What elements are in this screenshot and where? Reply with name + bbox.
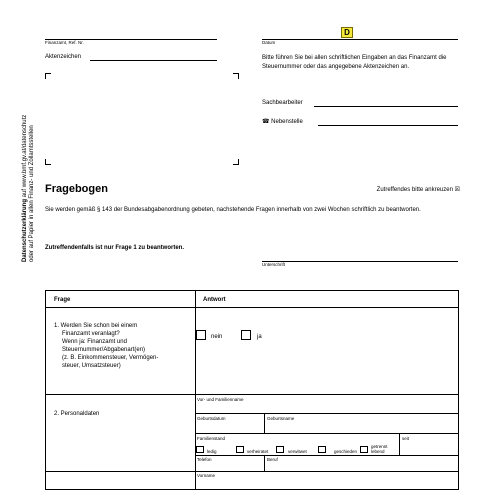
- column-header-answer: Antwort: [203, 297, 226, 303]
- question-2-text: 2. Personaldaten: [54, 411, 100, 417]
- checked-box-icon: ☒: [454, 187, 460, 193]
- status-widowed-checkbox[interactable]: [276, 446, 284, 453]
- language-badge: D: [341, 27, 353, 38]
- intro-text: Sie werden gemäß § 143 der Bundesabgabenordnung gebeten, nachstehende Fragen innerhalb von zwei Wochen schriftlich zu beantworten.: [45, 207, 421, 213]
- status-married-label: verheiratet: [247, 449, 269, 454]
- first-name-label: Vorname: [197, 473, 216, 478]
- aktenzeichen-field[interactable]: [90, 60, 217, 61]
- status-separated-label: getrennt lebend: [371, 444, 388, 454]
- question-table: [45, 290, 459, 490]
- nebenstelle-label: ☎ Nebenstelle: [262, 119, 303, 125]
- status-separated-checkbox[interactable]: [360, 446, 368, 453]
- phone-icon: ☎: [262, 119, 270, 125]
- question-1-text: 1. Werden Sie schon bei einem Finanzamt veranlagt? Wenn ja: Finanzamt und Steuernummer/Abgabenart(en) (z. B. Einkommensteuer, Vermögen- steuer, Umsatzsteuer): [54, 323, 159, 369]
- job-label: Beruf: [267, 457, 278, 462]
- instruction-text: Bitte führen Sie bei allen schriftlichen Eingaben an das Finanzamt die Steuernummer oder das angegebene Aktenzeichen an.: [262, 55, 447, 70]
- aktenzeichen-label: Aktenzeichen: [45, 54, 82, 60]
- privacy-notice-paper: oder auf Papier in allen Finanz- und Zollamtsstellen: [29, 125, 35, 262]
- nebenstelle-field[interactable]: [318, 125, 458, 126]
- name-label: Vor- und Familienname: [197, 397, 244, 402]
- column-header-question: Frage: [54, 297, 71, 303]
- address-corner-tr: [233, 73, 239, 79]
- q1-yes-label: ja: [257, 334, 262, 340]
- sachbearbeiter-field[interactable]: [314, 106, 458, 107]
- privacy-notice-side-text: [22, 52, 42, 262]
- status-divorced-checkbox[interactable]: [318, 446, 326, 453]
- signature-label: Unterschrift: [262, 262, 286, 267]
- q1-no-label: nein: [211, 334, 223, 340]
- since-label: seit: [402, 436, 410, 441]
- status-single-checkbox[interactable]: [196, 446, 204, 453]
- finanzamt-label: Finanzamt, Ref. Nr.: [45, 40, 84, 45]
- status-divorced-label: geschieden: [334, 449, 358, 454]
- status-single-label: ledig: [207, 449, 217, 454]
- birthname-label: Geburtsname: [267, 416, 295, 421]
- form-title: Fragebogen: [45, 183, 108, 195]
- privacy-notice-title: Datenschutzerklärung: [22, 198, 28, 262]
- q1-no-checkbox[interactable]: [196, 330, 206, 340]
- signature-field[interactable]: [262, 261, 458, 262]
- phone-label: Telefon: [197, 457, 212, 462]
- checkbox-hint: Zutreffendes bitte ankreuzen ☒: [376, 187, 460, 193]
- status-married-checkbox[interactable]: [236, 446, 244, 453]
- address-corner-tl: [45, 73, 51, 79]
- address-corner-bl: [45, 159, 51, 165]
- note-text: Zutreffendenfalls ist nur Frage 1 zu beantworten.: [45, 245, 185, 251]
- privacy-notice-url: auf www.bmf.gv.at/datenschutz: [22, 114, 28, 198]
- status-label: Familienstand: [197, 436, 226, 441]
- datum-field[interactable]: [262, 39, 458, 40]
- address-corner-br: [233, 159, 239, 165]
- sachbearbeiter-label: Sachbearbeiter: [262, 100, 303, 106]
- birthdate-label: Geburtsdatum: [197, 416, 226, 421]
- status-widowed-label: verwitwet: [288, 449, 307, 454]
- q1-yes-checkbox[interactable]: [241, 330, 251, 340]
- datum-label: Datum: [262, 40, 276, 45]
